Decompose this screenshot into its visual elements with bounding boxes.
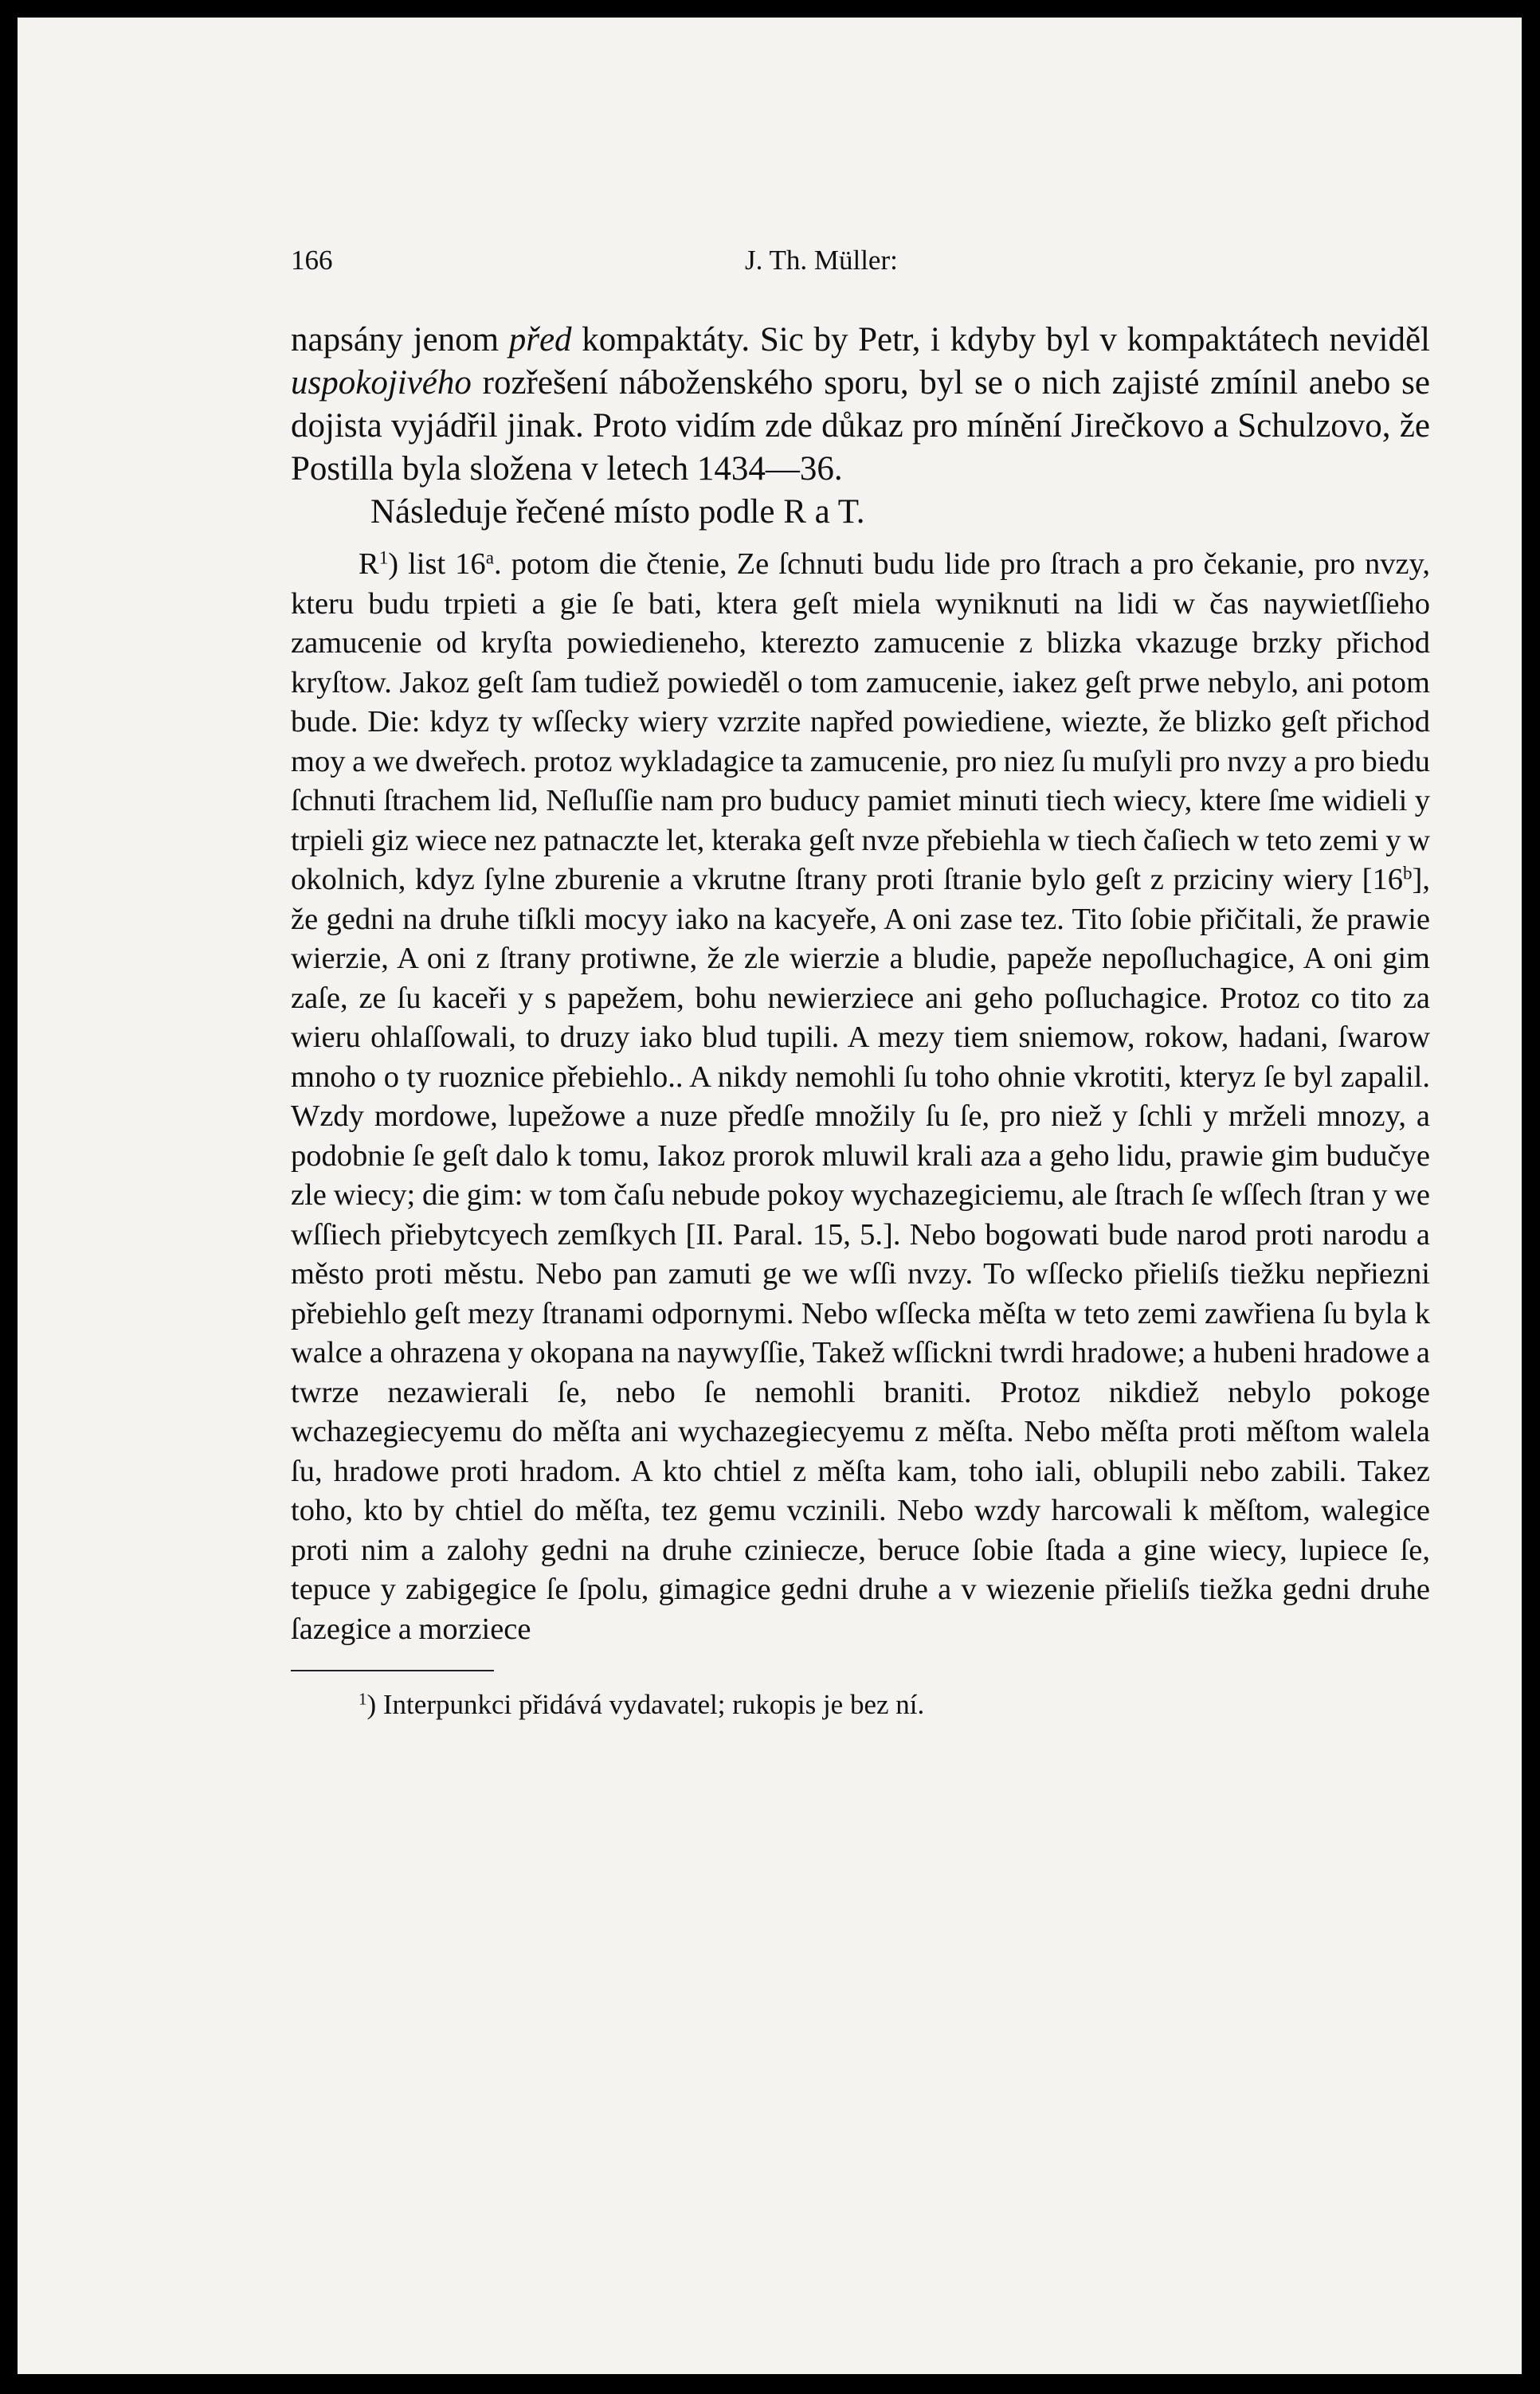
footnote-text: ) Interpunkci přidává vydavatel; rukopis je bez ní. xyxy=(366,1689,925,1720)
intro-text xyxy=(291,319,1430,534)
book-page xyxy=(18,18,1522,2374)
intro-paragraph xyxy=(291,319,1430,491)
emphasis: uspokojivého xyxy=(291,364,472,402)
running-head xyxy=(291,245,1430,292)
intro-text-segment: kompaktáty. Sic by Petr, i kdyby byl v kompaktátech neviděl xyxy=(571,321,1430,359)
quote-segment: . potom die čtenie, Ze ſchnuti budu lide pro ſtrach a pro čekanie, pro nvzy, kteru budu trpieti a gie ſe bati, ktera geſt miela wyniknuti na lidi w čas naywietſſieho zamucenie od kryſta powiedieneho, kterezto zamucenie z blizka vkazuge brzky přichod kryſtow. Jakoz geſt ſam tudiež powieděl o tom zamucenie, iakez geſt prwe nebylo, ani potom bude. Die: kdyz ty wſſecky wiery vzrzite napřed powiediene, wiezte, že blizko geſt přichod moy a we dweřech. protoz wykladagice ta zamucenie, pro niez ſu muſyli pro nvzy a pro biedu ſchnuti ſtrachem lid, Neſluſſie nam pro buducy pamiet minuti tiech wiecy, ktere ſme widieli y trpieli giz wiece nez patnaczte let, kteraka geſt nvze přebiehla w tiech čaſiech w teto zemi y w okolnich, kdyz ſylne zburenie a vkrutne ſtrany proti ſtranie bylo geſt z prziciny wiery [16 xyxy=(291,547,1430,896)
intro-text-segment: napsány jenom xyxy=(291,321,509,359)
text-block xyxy=(291,245,1430,1722)
footnote xyxy=(291,1687,1430,1722)
intro-paragraph-following: Následuje řečené místo podle R a T. xyxy=(370,493,865,531)
quote-segment: ) list 16 xyxy=(388,547,486,581)
folio-side: a xyxy=(485,547,494,568)
running-title: J. Th. Müller: xyxy=(745,245,898,276)
footnote-marker: 1 xyxy=(378,547,389,568)
footnote-marker: 1 xyxy=(359,1689,367,1709)
emphasis: před xyxy=(508,321,572,359)
quote-paragraph xyxy=(291,545,1430,1649)
quote-segment: R xyxy=(359,547,379,581)
footnote-divider xyxy=(291,1670,494,1671)
intro-text-segment: rozřešení náboženského sporu, byl se o nich zajisté zmínil anebo se dojista vyjádřil jinak. Proto vidím zde důkaz pro mínění Jirečkovo a Schulzovo, že Postilla byla složena v letech 1434—36. xyxy=(291,364,1430,488)
quoted-manuscript-text xyxy=(291,545,1430,1649)
page-number: 166 xyxy=(291,245,333,276)
folio-side: b xyxy=(1403,862,1413,884)
quote-segment: ], že gedni na druhe tiſkli mocyy iako na kacyeře, A oni zase tez. Tito ſobie přičitali, že prawie wierzie, A oni z ſtrany protiwne, že zle wierzie a bludie, papeže nepoſluchagice, A oni gim zaſe, ze ſu kaceři y s papežem, bohu newierziece ani geho poſluchagice. Protoz co tito za wieru ohlaſſowali, to druzy iako blud tupili. A mezy tiem sniemow, rokow, hadani, ſwarow mnoho o ty ruoznice přebiehlo.. A nikdy nemohli ſu toho ohnie vkrotiti, kteryz ſe byl zapalil. Wzdy mordowe, lupežowe a nuze předſe množily ſu ſe, pro niež y ſchli y mrželi mnozy, a podobnie ſe geſt dalo k tomu, Iakoz prorok mluwil krali aza a geho lidu, prawie gim budučye zle wiecy; die gim: w tom čaſu nebude pokoy wychazegiciemu, ale ſtrach ſe wſſech ſtran y we wſſiech přiebytcyech zemſkych [II. Paral. 15, 5.]. Nebo bogowati bude narod proti narodu a město proti městu. Nebo pan zamuti ge we wſſi nvzy. To wſſecko přieliſs tiežku nepřiezni přebiehlo geſt mezy ſtranami odpornymi. Nebo wſſecka měſta w teto zemi zawřiena ſu byla k walce a ohrazena y okopana na naywyſſie, Takež wſſickni twrdi hradowe; a hubeni hradowe a twrze nezawierali ſe, nebo ſe nemohli braniti. Protoz nikdiež nebylo pokoge wchazegiecyemu do měſta ani wychazegiecyemu z měſta. Nebo měſta proti měſtom walela ſu, hradowe proti hradom. A kto chtiel z měſta kam, toho iali, oblupili nebo zabili. Takez toho, kto by chtiel do měſta, tez gemu vczinili. Nebo wzdy harcowali k měſtom, walegice proti nim a zalohy gedni na druhe cziniecze, beruce ſobie ſtada a gine wiecy, lupiece ſe, tepuce y zabigegice ſe ſpolu, gimagice gedni druhe a v wiezenie přieliſs tiežka gedni druhe ſazegice a morziece xyxy=(291,863,1430,1646)
